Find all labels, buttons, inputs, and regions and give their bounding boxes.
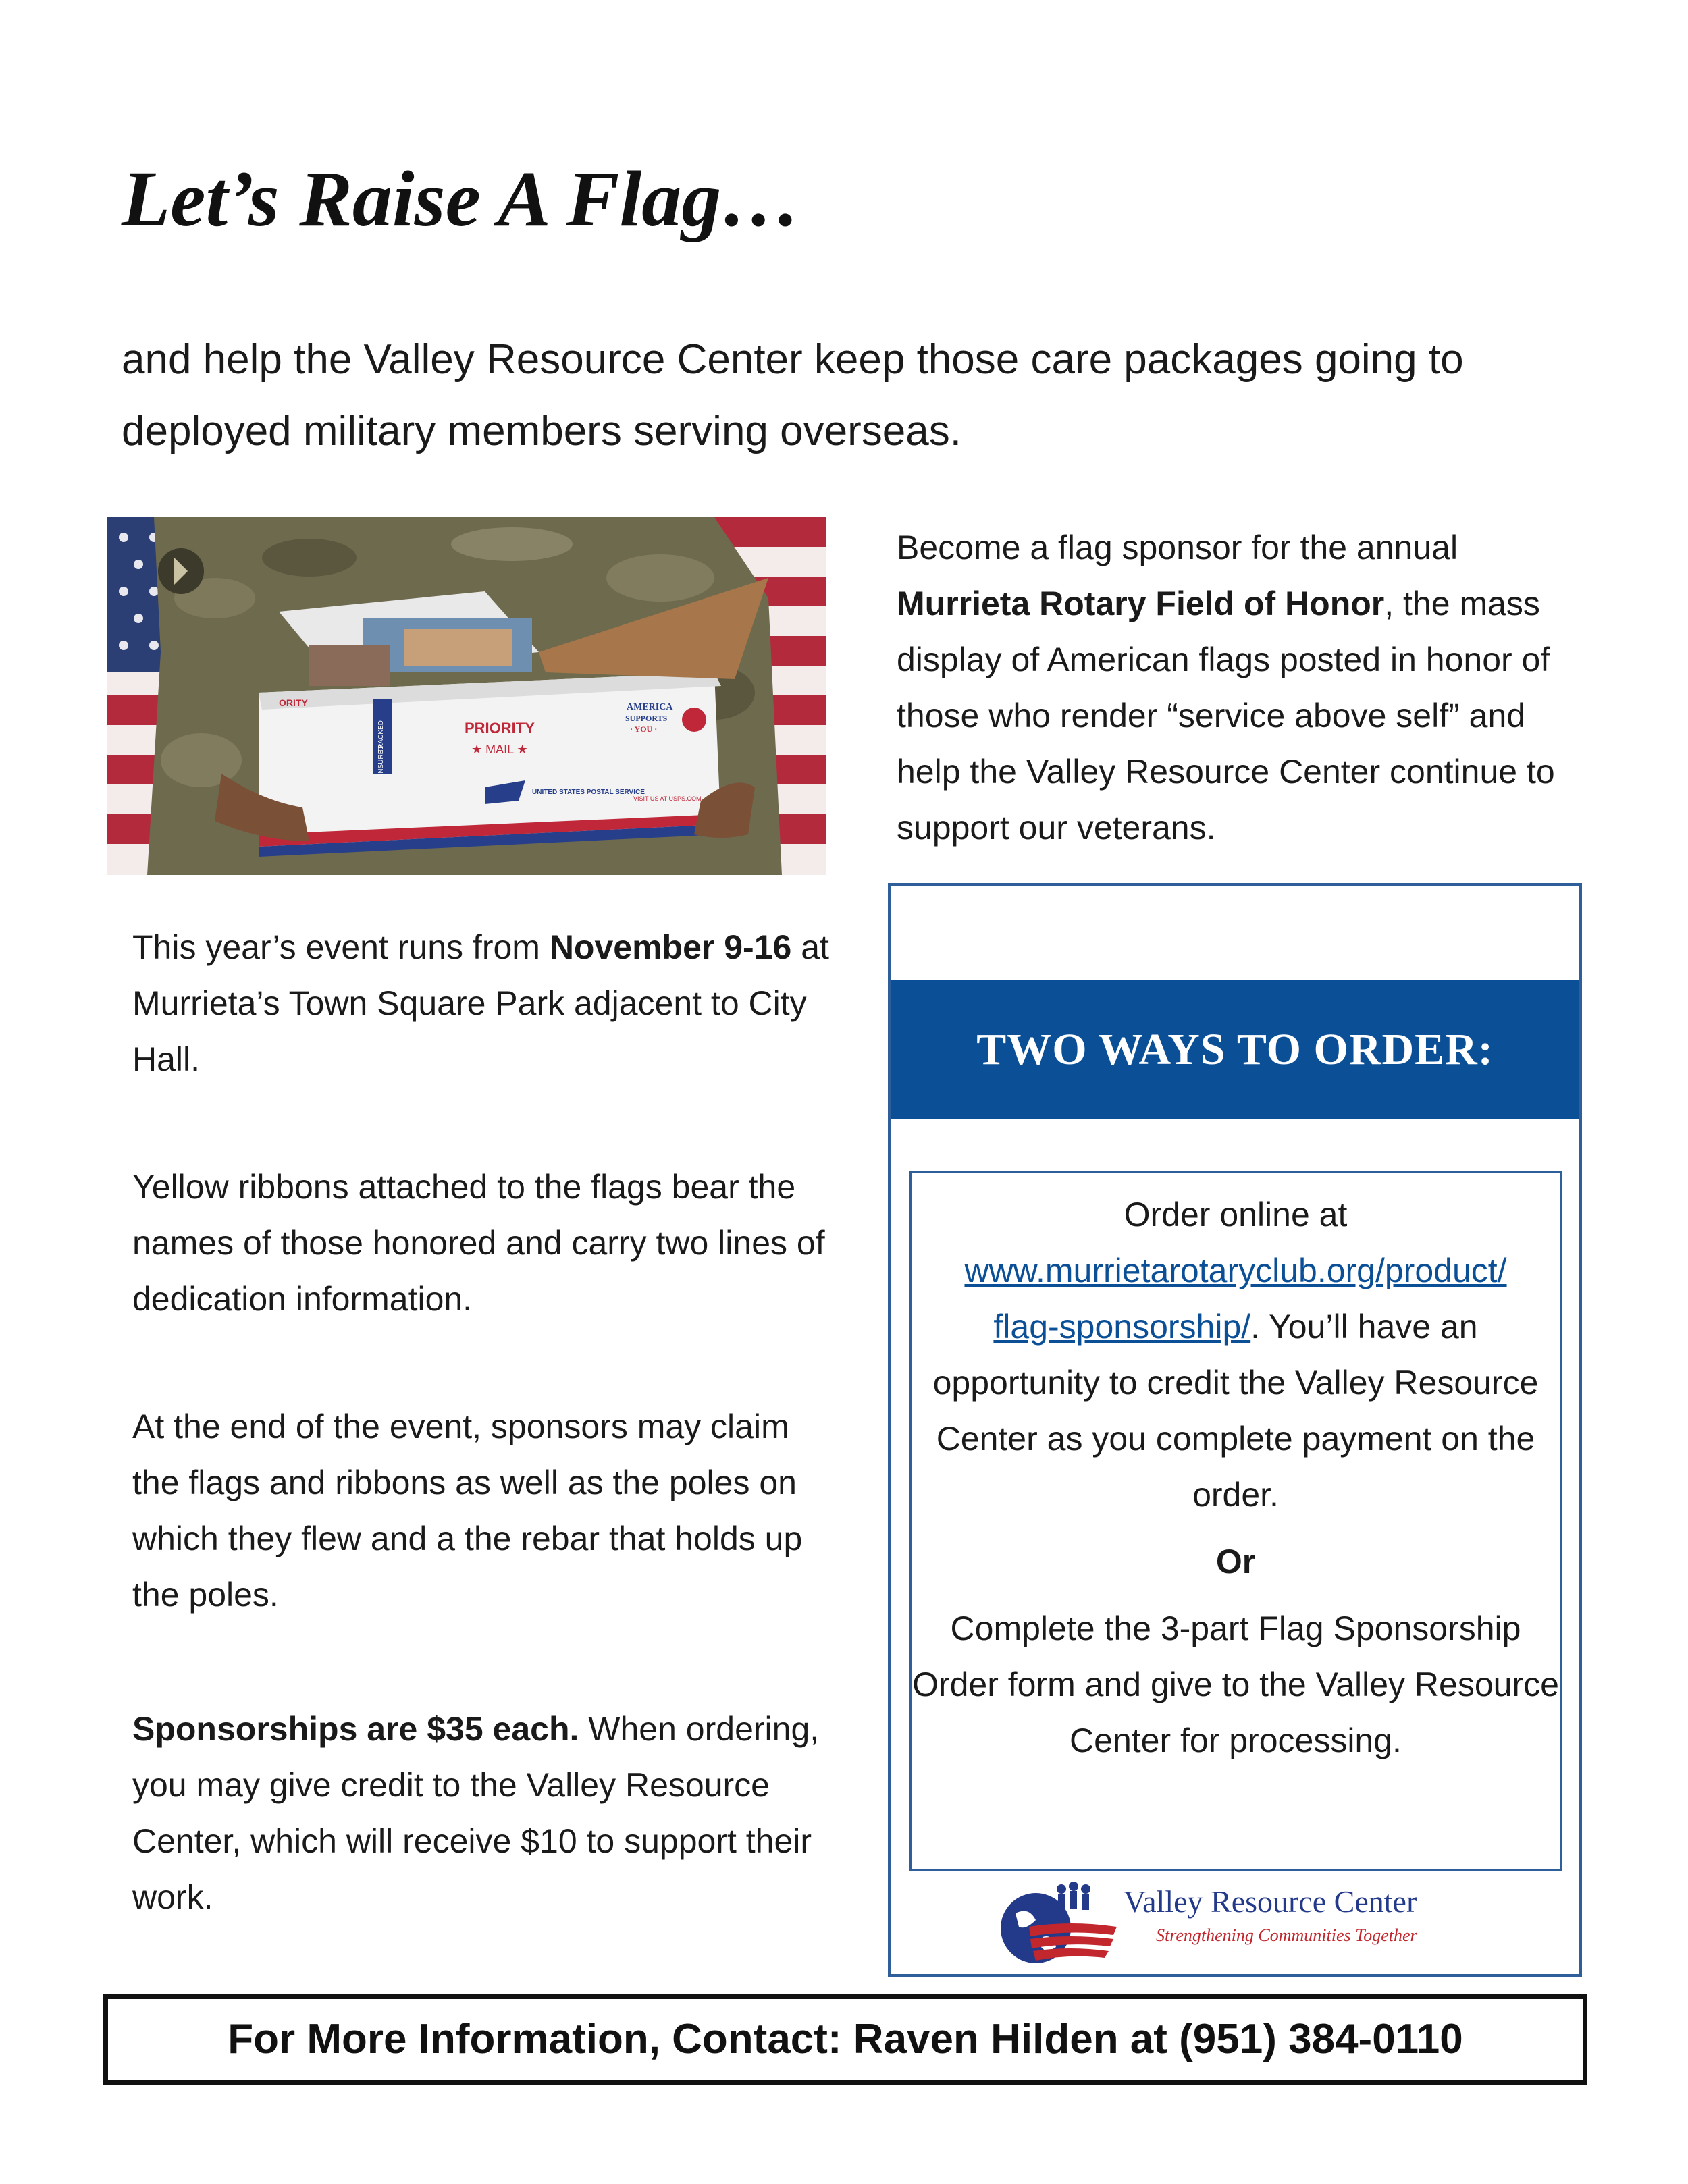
order-or-separator: Or [1215, 1543, 1256, 1580]
box-you-label: · YOU · [630, 724, 658, 734]
intro-text: and help the Valley Resource Center keep those care packages going to deployed military members serving overseas. [122, 336, 1464, 454]
order-header: TWO WAYS TO ORDER: [891, 980, 1579, 1119]
field-of-honor-name: Murrieta Rotary Field of Honor [897, 585, 1385, 622]
sponsor-description [897, 520, 1572, 856]
box-tracked-label: TRACKED [377, 720, 385, 753]
order-online-after-link: . You’ll have an opportunity to credit the Valley Resource Center as you complete payment on the order. [932, 1308, 1539, 1514]
box-mail-label: ★ MAIL ★ [471, 743, 528, 756]
sponsorship-price: Sponsorships are $35 each. [132, 1710, 579, 1748]
box-supports-label: SUPPORTS [625, 714, 668, 723]
order-panel [888, 883, 1582, 1977]
valley-resource-center-logo [988, 1880, 1461, 1967]
sponsor-text-after: , the mass display of American flags posted in honor of those who render “service above self” and help the Valley Resource Center continue to support our veterans. [897, 585, 1555, 847]
end-of-event-paragraph: At the end of the event, sponsors may claim the flags and ribbons as well as the poles on which they flew and a the rebar that holds up the poles. [132, 1408, 803, 1614]
order-form-text: Complete the 3-part Flag Sponsorship Order form and give to the Valley Resource Center for processing. [912, 1609, 1559, 1759]
globe-flag-logo-icon [988, 1880, 1117, 1967]
box-priority-label: PRIORITY [465, 720, 535, 737]
care-package-photo [107, 517, 826, 875]
box-visit-label: VISIT US AT USPS.COM [633, 795, 702, 802]
care-package-illustration [107, 517, 826, 875]
heart-emblem-icon [682, 708, 706, 732]
order-link-line1[interactable]: www.murrietarotaryclub.org/product/ [964, 1252, 1507, 1289]
box-usps-label: UNITED STATES POSTAL SERVICE [532, 789, 645, 796]
event-text-after: at Murrieta’s Town Square Park adjacent to City Hall. [132, 928, 829, 1078]
logo-tagline: Strengthening Communities Together [1156, 1925, 1417, 1945]
sponsorship-price-paragraph [132, 1701, 841, 1925]
box-side-label: ORITY [279, 697, 308, 708]
order-link-line2[interactable]: flag-sponsorship/ [993, 1308, 1251, 1346]
sponsorship-text-after: When ordering, you may give credit to the Valley Resource Center, which will receive $10 to support their work. [132, 1710, 820, 1916]
event-dates-paragraph [132, 920, 841, 1088]
ribbons-paragraph: Yellow ribbons attached to the flags bear the names of those honored and carry two lines of dedication information. [132, 1168, 825, 1318]
box-america-label: AMERICA [627, 702, 673, 712]
logo-name: Valley Resource Center [1124, 1884, 1417, 1919]
order-options-box [909, 1171, 1562, 1871]
order-online-label: Order online at [1124, 1196, 1348, 1233]
box-insured-label: INSURED [377, 745, 385, 776]
page-title: Let’s Raise A Flag… [122, 155, 801, 243]
contact-banner: For More Information, Contact: Raven Hilden at (951) 384-0110 [103, 1994, 1587, 2085]
event-text-before: This year’s event runs from [132, 928, 550, 966]
sponsor-text-before: Become a flag sponsor for the annual [897, 529, 1458, 566]
event-dates: November 9-16 [549, 928, 792, 966]
